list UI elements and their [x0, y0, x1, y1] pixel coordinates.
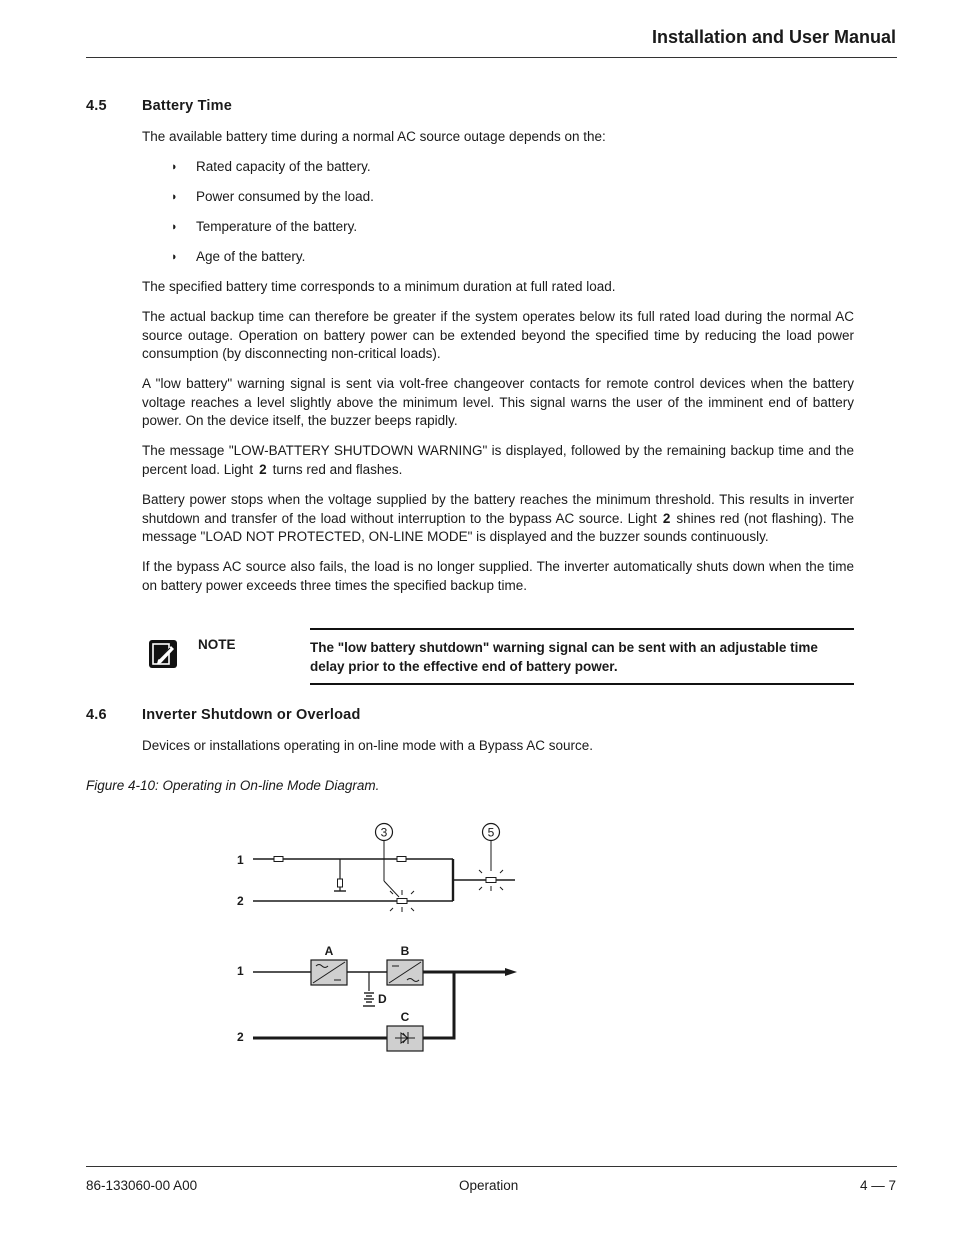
block-c-label: C	[400, 1010, 410, 1024]
bullet-marker-icon: ◗	[171, 251, 178, 263]
fuse-icon	[274, 857, 283, 862]
fuse-icon	[397, 857, 406, 862]
block-b-label: B	[400, 944, 410, 958]
paragraph-text: The message "LOW-BATTERY SHUTDOWN WARNING" is displayed, followed by the remaining backup time and the percent load. Light	[142, 443, 854, 477]
callout-3-label: 3	[380, 825, 388, 840]
section-title: Battery Time	[142, 98, 232, 114]
section-4-5-heading	[86, 98, 232, 114]
section-title: Inverter Shutdown or Overload	[142, 707, 361, 723]
page-header-title: Installation and User Manual	[651, 27, 896, 47]
note-label: NOTE	[198, 637, 236, 652]
input-label-1: 1	[237, 853, 244, 867]
section-4-6-heading	[86, 707, 361, 723]
footer-section: Operation	[459, 1178, 519, 1193]
section-number: 4.6	[86, 707, 107, 723]
bullet-item	[171, 248, 305, 266]
paragraph-text: shines red (not flashing). The message "LOAD NOT PROTECTED, ON-LINE MODE" is displayed and the buzzer sounds continuously.	[142, 510, 854, 545]
footer-doc-number: 86-133060-00 A00	[86, 1178, 198, 1193]
bullet-item	[171, 218, 357, 236]
bullet-marker-icon: ◗	[171, 221, 178, 233]
static-switch-block-c	[387, 1026, 423, 1051]
paragraph-text: Battery power stops when the voltage supplied by the battery reaches the minimum threshold. This results in inverter shutdown and transfer of the load without interruption to the bypass AC source. Light	[142, 492, 854, 526]
battery-time-intro: The available battery time during a normal AC source outage depends on the:	[142, 129, 606, 144]
input-label-2: 2	[237, 894, 244, 908]
paragraph-bypass-fail: If the bypass AC source also fails, the load is no longer supplied. The inverter automatically shuts down when the time on battery power exceeds three times the specified backup time.	[142, 559, 854, 593]
light-number: 2	[662, 510, 671, 526]
battery-icon	[363, 972, 375, 1006]
paragraph-backup-time: The actual backup time can therefore be greater if the system operates below its full rated load during the normal AC source outage. Operation on battery power can be extended beyond the specified time by reducing the load power consumption (by disconnecting non-critical loads).	[142, 309, 854, 362]
block-a-label: A	[324, 944, 334, 958]
input-label-1: 1	[237, 964, 244, 978]
battery-d-label: D	[378, 992, 387, 1006]
section-number: 4.5	[86, 98, 107, 114]
note-pencil-icon	[149, 640, 177, 668]
bullet-item	[171, 188, 374, 206]
paragraph-text: turns red and flashes.	[272, 461, 403, 477]
paragraph-online-mode: Devices or installations operating in on-line mode with a Bypass AC source.	[142, 738, 593, 753]
paragraph-rated-load: The specified battery time corresponds to a minimum duration at full rated load.	[142, 279, 616, 294]
inverter-block-b	[387, 960, 423, 985]
paragraph-low-battery: A "low battery" warning signal is sent via volt-free changeover contacts for remote control devices when the battery voltage reaches a level slightly above the minimum level. This signal warns the user of the imminent end of battery power. On the device itself, the buzzer beeps rapidly.	[142, 376, 854, 429]
callout-5-label: 5	[487, 825, 495, 840]
paragraph-shutdown-warning	[142, 442, 854, 479]
bullet-text: Age of the battery.	[196, 249, 306, 264]
rectifier-block-a	[311, 960, 347, 985]
footer-page-number: 4 — 7	[859, 1178, 896, 1193]
footer-divider	[86, 1166, 897, 1167]
online-mode-diagram	[225, 815, 535, 1055]
bullet-marker-icon: ◗	[171, 161, 178, 173]
bullet-item	[171, 158, 371, 176]
output-arrow-icon	[505, 968, 517, 976]
input-label-2: 2	[237, 1030, 244, 1044]
bullet-text: Power consumed by the load.	[196, 189, 374, 204]
note-text: The "low battery shutdown" warning signal can be sent with an adjustable time delay prior to the effective end of battery power.	[310, 628, 854, 685]
light-number: 2	[259, 461, 267, 477]
paragraph-battery-stop	[142, 491, 854, 547]
bullet-marker-icon: ◗	[171, 191, 178, 203]
bullet-text: Temperature of the battery.	[196, 219, 358, 234]
component-icon	[338, 879, 343, 887]
bullet-text: Rated capacity of the battery.	[196, 159, 371, 174]
header-divider	[86, 57, 897, 58]
figure-caption: Figure 4-10: Operating in On-line Mode Diagram.	[86, 778, 380, 793]
